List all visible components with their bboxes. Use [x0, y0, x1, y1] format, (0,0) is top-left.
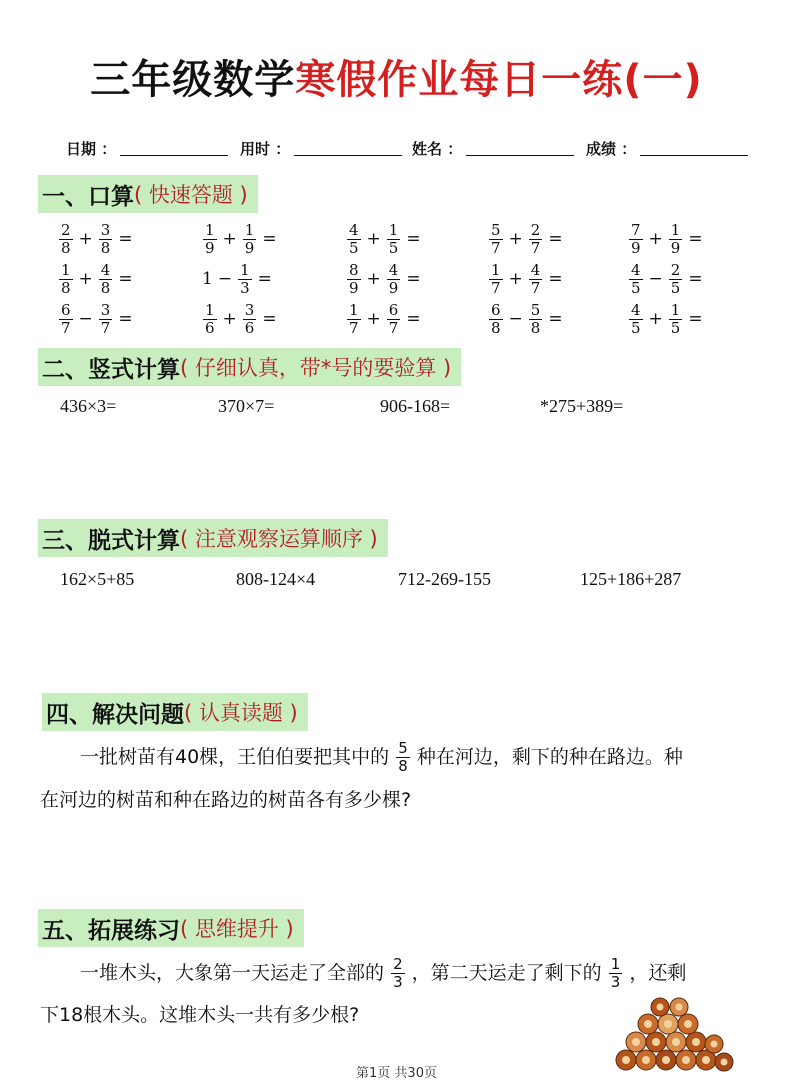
denominator: 9 — [388, 278, 399, 297]
denominator: 3 — [393, 973, 403, 991]
denominator: 8 — [100, 278, 111, 297]
numerator: 3 — [100, 220, 111, 239]
fraction — [99, 300, 113, 337]
operator: + — [222, 229, 237, 249]
problem-text: 种在河边，剩下的种在路边。种 — [416, 746, 683, 768]
fraction — [59, 220, 73, 257]
info-date — [66, 138, 228, 159]
section-hint: ( 快速答题 ) — [134, 183, 248, 207]
section-header-oral — [38, 175, 258, 213]
numerator: 5 — [491, 220, 501, 239]
denominator: 7 — [491, 278, 501, 297]
stepwise-item: 712-269-155 — [398, 569, 491, 589]
numerator: 4 — [349, 220, 359, 239]
fraction — [203, 300, 217, 337]
numerator: 1 — [491, 260, 501, 279]
denominator: 7 — [491, 238, 501, 257]
section-header-stepwise — [38, 519, 388, 557]
fraction — [489, 220, 503, 257]
fraction — [203, 220, 217, 257]
section-hint: ( 认真读题 ) — [184, 701, 298, 725]
denominator: 9 — [349, 278, 359, 297]
numerator: 3 — [244, 300, 255, 319]
equals-sign: = — [118, 309, 133, 329]
time-blank[interactable] — [294, 154, 402, 156]
numerator: 4 — [631, 260, 641, 279]
numerator: 6 — [388, 300, 399, 319]
equals-sign: = — [548, 269, 563, 289]
stepwise-item: 808-124×4 — [236, 569, 316, 589]
oral-expression — [58, 220, 138, 258]
page-title — [0, 48, 793, 105]
section-title: 二、竖式计算 — [42, 356, 180, 383]
vertical-item: 906-168= — [380, 396, 451, 416]
fraction — [489, 260, 503, 297]
stepwise-item: 125+186+287 — [580, 569, 682, 589]
equals-sign: = — [262, 229, 277, 249]
numerator: 6 — [491, 300, 501, 319]
fraction — [629, 260, 643, 297]
denominator: 7 — [530, 238, 541, 257]
fraction — [489, 300, 503, 337]
fraction — [387, 220, 401, 257]
numerator: 4 — [530, 260, 541, 279]
numerator: 7 — [631, 220, 641, 239]
numerator: 1 — [610, 955, 621, 973]
denominator: 8 — [491, 318, 501, 337]
numerator: 1 — [205, 300, 215, 319]
equals-sign: = — [406, 269, 421, 289]
denominator: 8 — [100, 238, 111, 257]
operator: − — [648, 269, 663, 289]
operator: + — [78, 269, 93, 289]
numerator: 1 — [670, 220, 681, 239]
fraction — [529, 300, 543, 337]
section-title: 五、拓展练习 — [42, 917, 180, 944]
operator: + — [366, 229, 381, 249]
equals-sign: = — [406, 309, 421, 329]
info-label: 成绩 ： — [586, 140, 637, 158]
numerator: 1 — [670, 300, 681, 319]
equals-sign: = — [548, 309, 563, 329]
fraction — [669, 260, 683, 297]
operator: + — [508, 229, 523, 249]
oral-expression — [628, 220, 708, 258]
oral-expression — [58, 260, 138, 298]
fraction — [99, 220, 113, 257]
denominator: 6 — [244, 318, 255, 337]
equals-sign: = — [262, 309, 277, 329]
page-footer: 第1页 共30页 — [356, 1066, 437, 1081]
numerator: 1 — [388, 220, 399, 239]
fraction — [347, 300, 361, 337]
denominator: 3 — [240, 278, 250, 297]
numerator: 1 — [240, 260, 250, 279]
date-blank[interactable] — [120, 154, 228, 156]
operator: + — [78, 229, 93, 249]
denominator: 9 — [205, 238, 215, 257]
denominator: 8 — [398, 757, 408, 775]
numerator: 1 — [205, 220, 215, 239]
numerator: 3 — [100, 300, 111, 319]
vertical-item: 436×3= — [60, 396, 117, 416]
fraction — [529, 260, 543, 297]
score-blank[interactable] — [640, 154, 748, 156]
oral-expression — [346, 260, 426, 298]
problem-line-1 — [80, 737, 683, 777]
section-header-vertical — [38, 348, 461, 386]
section-hint: ( 注意观察运算顺序 ) — [180, 527, 378, 551]
denominator: 8 — [61, 238, 71, 257]
fraction — [59, 300, 73, 337]
oral-expression — [202, 260, 277, 298]
equals-sign: = — [688, 229, 703, 249]
equals-sign: = — [406, 229, 421, 249]
fraction — [629, 220, 643, 257]
equals-sign: = — [118, 229, 133, 249]
denominator: 5 — [631, 278, 641, 297]
title-red: 寒假作业每日一练(一) — [295, 57, 703, 103]
extension-line-1 — [80, 953, 686, 993]
numerator: 2 — [530, 220, 541, 239]
info-label: 姓名 ： — [412, 140, 463, 158]
operator: − — [78, 309, 93, 329]
section-title: 三、脱式计算 — [42, 527, 180, 554]
fraction — [529, 220, 543, 257]
operator: + — [366, 269, 381, 289]
section-title: 一、口算 — [42, 183, 134, 210]
equals-sign: = — [548, 229, 563, 249]
numerator: 4 — [388, 260, 399, 279]
info-score — [586, 138, 748, 159]
oral-expression — [628, 260, 708, 298]
whole-number: 1 — [202, 269, 213, 289]
numerator: 5 — [530, 300, 541, 319]
denominator: 6 — [205, 318, 215, 337]
info-time — [240, 138, 402, 159]
equals-sign: = — [257, 269, 272, 289]
info-name — [412, 138, 574, 159]
fraction — [243, 300, 257, 337]
numerator: 8 — [349, 260, 359, 279]
fraction — [609, 957, 623, 990]
oral-expression — [488, 300, 568, 338]
section-header-extension — [38, 909, 304, 947]
oral-expression — [202, 220, 282, 258]
fraction — [347, 220, 361, 257]
numerator: 1 — [349, 300, 359, 319]
operator: + — [648, 229, 663, 249]
section-hint: ( 思维提升 ) — [180, 917, 294, 941]
oral-expression — [346, 300, 426, 338]
numerator: 1 — [61, 260, 71, 279]
oral-expression — [202, 300, 282, 338]
denominator: 3 — [610, 973, 621, 991]
info-label: 日期 ： — [66, 140, 117, 158]
oral-expression — [58, 300, 138, 338]
fraction — [238, 260, 252, 297]
numerator: 1 — [244, 220, 255, 239]
problem-text: ，第二天运走了剩下的 — [411, 962, 602, 984]
denominator: 9 — [244, 238, 255, 257]
problem-text: ，还剩 — [629, 962, 687, 984]
problem-line-2: 在河边的树苗和种在路边的树苗各有多少棵? — [40, 789, 412, 811]
operator: + — [366, 309, 381, 329]
oral-expression — [346, 220, 426, 258]
fraction — [669, 220, 683, 257]
denominator: 7 — [100, 318, 111, 337]
operator: − — [217, 269, 233, 289]
denominator: 7 — [61, 318, 71, 337]
numerator: 2 — [61, 220, 71, 239]
denominator: 7 — [530, 278, 541, 297]
fraction — [629, 300, 643, 337]
fraction — [387, 260, 401, 297]
denominator: 5 — [631, 318, 641, 337]
oral-expression — [488, 220, 568, 258]
name-blank[interactable] — [466, 154, 574, 156]
denominator: 5 — [670, 278, 681, 297]
oral-expression — [488, 260, 568, 298]
fraction — [99, 260, 113, 297]
problem-text: 一批树苗有40棵，王伯伯要把其中的 — [80, 746, 390, 768]
equals-sign: = — [688, 269, 703, 289]
fraction — [243, 220, 257, 257]
section-title: 四、解决问题 — [46, 701, 184, 728]
section-hint: ( 仔细认真，带*号的要验算 ) — [180, 356, 452, 380]
numerator: 5 — [398, 739, 408, 757]
denominator: 7 — [349, 318, 359, 337]
denominator: 8 — [530, 318, 541, 337]
numerator: 4 — [631, 300, 641, 319]
operator: + — [508, 269, 523, 289]
operator: + — [222, 309, 237, 329]
info-label: 用时 ： — [240, 140, 291, 158]
denominator: 5 — [349, 238, 359, 257]
operator: + — [648, 309, 663, 329]
oral-expression — [628, 300, 708, 338]
equals-sign: = — [118, 269, 133, 289]
denominator: 9 — [670, 238, 681, 257]
numerator: 2 — [670, 260, 681, 279]
fraction — [391, 957, 405, 990]
denominator: 8 — [61, 278, 71, 297]
fraction — [669, 300, 683, 337]
denominator: 7 — [388, 318, 399, 337]
problem-text: 一堆木头，大象第一天运走了全部的 — [80, 962, 385, 984]
numerator: 6 — [61, 300, 71, 319]
section-header-problem — [42, 693, 308, 731]
denominator: 5 — [670, 318, 681, 337]
denominator: 9 — [631, 238, 641, 257]
equals-sign: = — [688, 309, 703, 329]
fraction — [396, 741, 410, 774]
operator: − — [508, 309, 523, 329]
vertical-item: *275+389= — [540, 396, 624, 416]
fraction — [387, 300, 401, 337]
numerator: 4 — [100, 260, 111, 279]
stepwise-item: 162×5+85 — [60, 569, 135, 589]
denominator: 5 — [388, 238, 399, 257]
log-pile-illustration — [612, 996, 736, 1072]
extension-line-2: 下18根木头。这堆木头一共有多少根? — [40, 1004, 360, 1026]
fraction — [347, 260, 361, 297]
fraction — [59, 260, 73, 297]
numerator: 2 — [393, 955, 403, 973]
vertical-item: 370×7= — [218, 396, 275, 416]
title-black: 三年级数学 — [90, 57, 296, 103]
